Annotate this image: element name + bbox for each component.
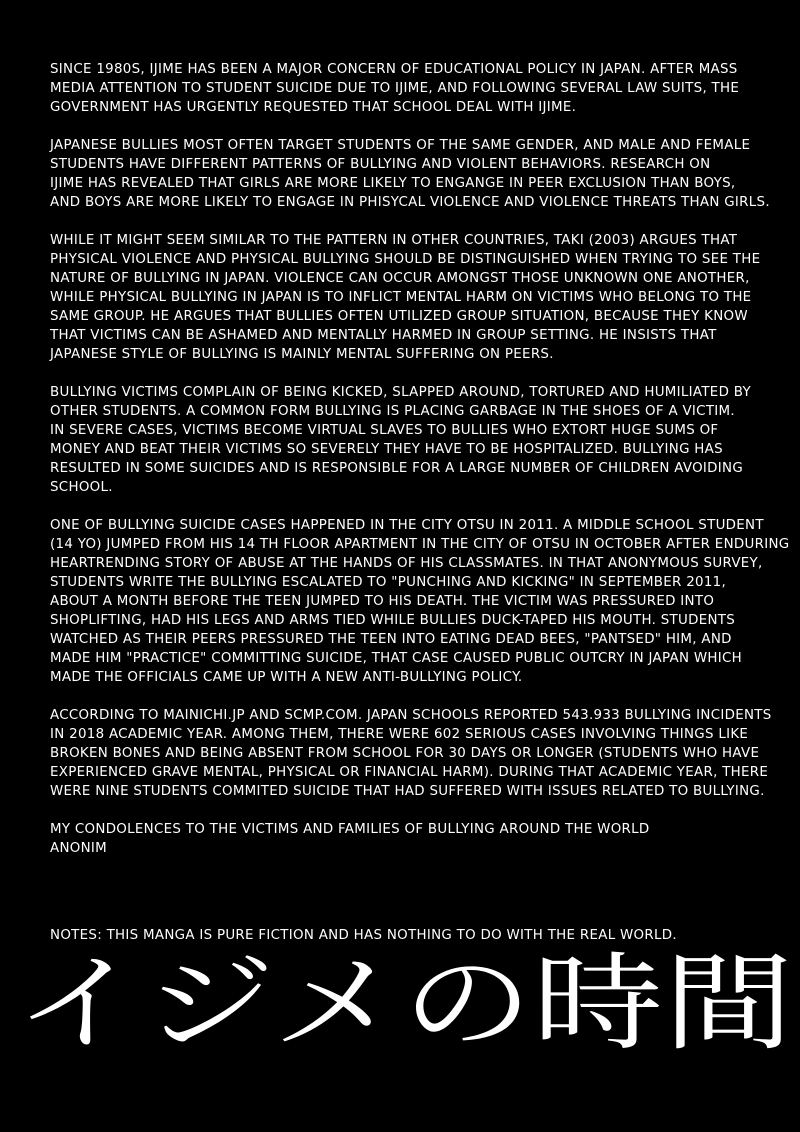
text-line: JAPANESE BULLIES MOST OFTEN TARGET STUDENTS OF THE SAME GENDER, AND MALE AND FEMALE <box>50 138 751 153</box>
text-line: IN 2018 ACADEMIC YEAR. AMONG THEM, THERE WERE 602 SERIOUS CASES INVOLVING THINGS LIKE <box>50 727 749 742</box>
paragraph-taki <box>50 231 790 364</box>
text-line: AND BOYS ARE MORE LIKELY TO ENGAGE IN PHISYCAL VIOLENCE AND VIOLENCE THREATS THAN GIRLS. <box>50 195 770 210</box>
title-svg <box>8 944 800 1054</box>
text-line: SAME GROUP. HE ARGUES THAT BULLIES OFTEN UTILIZED GROUP SITUATION, BECAUSE THEY KNOW <box>50 309 748 324</box>
text-line: MONEY AND BEAT THEIR VICTIMS SO SEVERELY THEY HAVE TO BE HOSPITALIZED. BULLYING HAS <box>50 442 723 457</box>
author-name: ANONIM <box>50 841 108 856</box>
text-line: (14 YO) JUMPED FROM HIS 14 TH FLOOR APARTMENT IN THE CITY OF OTSU IN OCTOBER AFTER ENDURING <box>50 537 790 552</box>
text-line: GOVERNMENT HAS URGENTLY REQUESTED THAT SCHOOL DEAL WITH IJIME. <box>50 100 577 115</box>
text-line: RESULTED IN SOME SUICIDES AND IS RESPONSIBLE FOR A LARGE NUMBER OF CHILDREN AVOIDING <box>50 461 744 476</box>
text-line: ABOUT A MONTH BEFORE THE TEEN JUMPED TO HIS DEATH. THE VICTIM WAS PRESSURED INTO <box>50 594 715 609</box>
text-line: ONE OF BULLYING SUICIDE CASES HAPPENED IN THE CITY OTSU IN 2011. A MIDDLE SCHOOL STUDENT <box>50 518 764 533</box>
paragraph-otsu-case <box>50 516 790 687</box>
text-line: STUDENTS HAVE DIFFERENT PATTERNS OF BULLYING AND VIOLENT BEHAVIORS. RESEARCH ON <box>50 157 711 172</box>
signoff <box>50 820 790 858</box>
text-line: WATCHED AS THEIR PEERS PRESSURED THE TEEN INTO EATING DEAD BEES, "PANTSED" HIM, AND <box>50 632 732 647</box>
text-line: MEDIA ATTENTION TO STUDENT SUICIDE DUE TO IJIME, AND FOLLOWING SEVERAL LAW SUITS, THE <box>50 81 740 96</box>
afterword-text <box>50 60 790 877</box>
text-line: WERE NINE STUDENTS COMMITED SUICIDE THAT HAD SUFFERED WITH ISSUES RELATED TO BULLYING. <box>50 784 765 799</box>
text-line: STUDENTS WRITE THE BULLYING ESCALATED TO "PUNCHING AND KICKING" IN SEPTEMBER 2011, <box>50 575 727 590</box>
text-line: WHILE IT MIGHT SEEM SIMILAR TO THE PATTERN IN OTHER COUNTRIES, TAKI (2003) ARGUES THAT <box>50 233 738 248</box>
text-line: IJIME HAS REVEALED THAT GIRLS ARE MORE LIKELY TO ENGANGE IN PEER EXCLUSION THAN BOYS, <box>50 176 736 191</box>
text-line: ACCORDING TO MAINICHI.JP AND SCMP.COM. JAPAN SCHOOLS REPORTED 543.933 BULLYING INCIDENTS <box>50 708 772 723</box>
text-line: OTHER STUDENTS. A COMMON FORM BULLYING IS PLACING GARBAGE IN THE SHOES OF A VICTIM. <box>50 404 735 419</box>
text-line: JAPANESE STYLE OF BULLYING IS MAINLY MENTAL SUFFERING ON PEERS. <box>50 347 554 362</box>
text-line: NATURE OF BULLYING IN JAPAN. VIOLENCE CAN OCCUR AMONGST THOSE UNKNOWN ONE ANOTHER, <box>50 271 750 286</box>
paragraph-victims <box>50 383 790 497</box>
paragraph-statistics <box>50 706 790 801</box>
text-line: SCHOOL. <box>50 480 113 495</box>
condolence-message: MY CONDOLENCES TO THE VICTIMS AND FAMILIES OF BULLYING AROUND THE WORLD <box>50 822 650 837</box>
manga-title: イジメの時間 <box>14 944 794 1054</box>
text-line: MADE THE OFFICIALS CAME UP WITH A NEW ANTI-BULLYING POLICY. <box>50 670 523 685</box>
text-line: HEARTRENDING STORY OF ABUSE AT THE HANDS OF HIS CLASSMATES. IN THAT ANONYMOUS SURVEY, <box>50 556 763 571</box>
paragraph-gender <box>50 136 790 212</box>
text-line: IN SEVERE CASES, VICTIMS BECOME VIRTUAL SLAVES TO BULLIES WHO EXTORT HUGE SUMS OF <box>50 423 719 438</box>
paragraph-intro <box>50 60 790 117</box>
text-line: BULLYING VICTIMS COMPLAIN OF BEING KICKED, SLAPPED AROUND, TORTURED AND HUMILIATED BY <box>50 385 751 400</box>
text-line: SINCE 1980S, IJIME HAS BEEN A MAJOR CONCERN OF EDUCATIONAL POLICY IN JAPAN. AFTER MASS <box>50 62 738 77</box>
text-line: EXPERIENCED GRAVE MENTAL, PHYSICAL OR FINANCIAL HARM). DURING THAT ACADEMIC YEAR, THERE <box>50 765 769 780</box>
text-line: PHYSICAL VIOLENCE AND PHYSICAL BULLYING SHOULD BE DISTINGUISHED WHEN TRYING TO SEE THE <box>50 252 761 267</box>
disclaimer-notes: NOTES: THIS MANGA IS PURE FICTION AND HAS NOTHING TO DO WITH THE REAL WORLD. <box>50 928 677 943</box>
text-line: WHILE PHYSICAL BULLYING IN JAPAN IS TO INFLICT MENTAL HARM ON VICTIMS WHO BELONG TO THE <box>50 290 752 305</box>
title-banner <box>8 944 800 1054</box>
text-line: BROKEN BONES AND BEING ABSENT FROM SCHOOL FOR 30 DAYS OR LONGER (STUDENTS WHO HAVE <box>50 746 760 761</box>
text-line: THAT VICTIMS CAN BE ASHAMED AND MENTALLY HARMED IN GROUP SETTING. HE INSISTS THAT <box>50 328 717 343</box>
text-line: MADE HIM "PRACTICE" COMMITTING SUICIDE, THAT CASE CAUSED PUBLIC OUTCRY IN JAPAN WHICH <box>50 651 743 666</box>
text-line: SHOPLIFTING, HAD HIS LEGS AND ARMS TIED WHILE BULLIES DUCK-TAPED HIS MOUTH. STUDENTS <box>50 613 736 628</box>
